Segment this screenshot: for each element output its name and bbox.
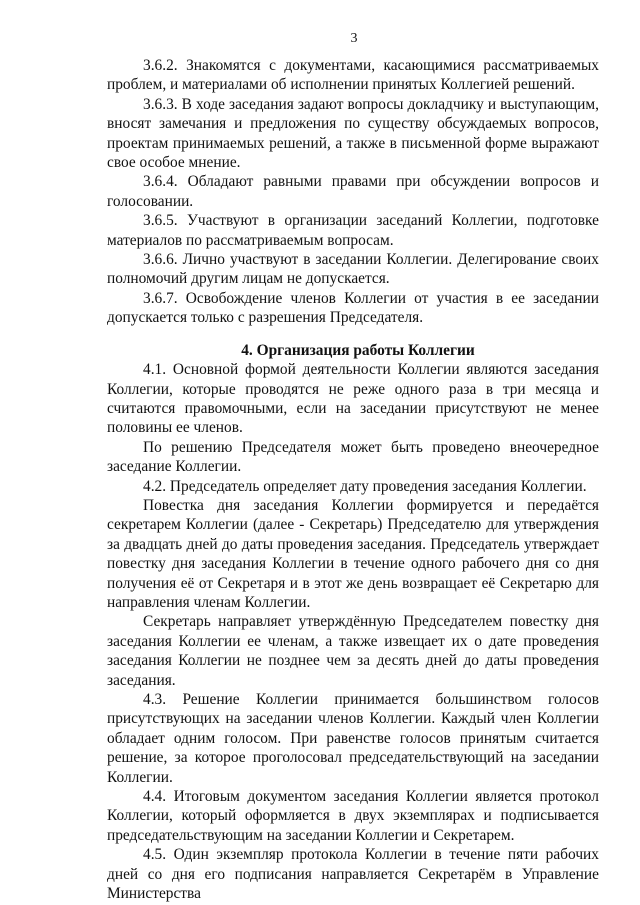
paragraph-3-6-6: 3.6.6. Лично участвуют в заседании Коллегии. Делегирование своих полномочий другим лицам не допускается. bbox=[107, 251, 599, 288]
section-title: 4. Организация работы Коллегии bbox=[241, 341, 475, 359]
paragraph-4-3: 4.3. Решение Коллегии принимается большинством голосов присутствующих на заседании членов Коллегии. Каждый член Коллегии обладает одним голосом. При равенстве голосов принятым считается решение, за которое проголосовал председательствующий на заседании Коллегии. bbox=[107, 691, 599, 786]
paragraph-4-1: 4.1. Основной формой деятельности Коллегии являются заседания Коллегии, которые проводятся не реже одного раза в три месяца и считаются правомочными, если на заседании присутствуют не менее половины ее членов. bbox=[107, 361, 599, 437]
document-page bbox=[107, 30, 599, 903]
paragraph-extraordinary-meeting: По решению Председателя может быть проведено внеочередное заседание Коллегии. bbox=[107, 438, 599, 476]
paragraph-3-6-5: 3.6.5. Участвуют в организации заседаний Коллегии, подготовке материалов по рассматриваемым вопросам. bbox=[107, 212, 599, 249]
paragraph-3-6-3: 3.6.3. В ходе заседания задают вопросы докладчику и выступающим, вносят замечания и предложения по существу обсуждаемых вопросов, проектам принимаемых решений, а также в письменной форме выражают свое особое мнение. bbox=[107, 95, 599, 172]
paragraph-4-5: 4.5. Один экземпляр протокола Коллегии в течение пяти рабочих дней со дня его подписания направляется Секретарём в Управление Министерства bbox=[107, 846, 599, 903]
paragraph-agenda: Повестка дня заседания Коллегии формируется и передаётся секретарем Коллегии (далее - Секретарь) Председателю для утверждения за двадцать дней до даты проведения заседания. Председатель утверждает повестку дня заседания Коллегии в течение одного рабочего дня со дня получения её от Секретаря и в этот же день возвращает её Секретарю для направления членам Коллегии. bbox=[107, 496, 599, 611]
paragraph-secretary-notice: Секретарь направляет утверждённую Председателем повестку дня заседания Коллегии ее членам, а также извещает их о дате проведения заседания Коллегии не позднее чем за десять дней до даты проведения заседания. bbox=[107, 613, 599, 689]
paragraph-4-4: 4.4. Итоговым документом заседания Коллегии является протокол Коллегии, который оформляется в двух экземплярах и подписывается председательствующим на заседании Коллегии и Секретарем. bbox=[107, 788, 599, 844]
paragraph-3-6-4: 3.6.4. Обладают равными правами при обсуждении вопросов и голосовании. bbox=[107, 173, 599, 210]
paragraph-4-2: 4.2. Председатель определяет дату проведения заседания Коллегии. bbox=[143, 477, 587, 495]
paragraph-3-6-2: 3.6.2. Знакомятся с документами, касающимися рассматриваемых проблем, и материалами об исполнении принятых Коллегией решений. bbox=[107, 57, 599, 94]
paragraph-3-6-7: 3.6.7. Освобождение членов Коллегии от участия в ее заседании допускается только с разрешения Председателя. bbox=[107, 289, 599, 327]
page-number: 3 bbox=[350, 31, 358, 46]
